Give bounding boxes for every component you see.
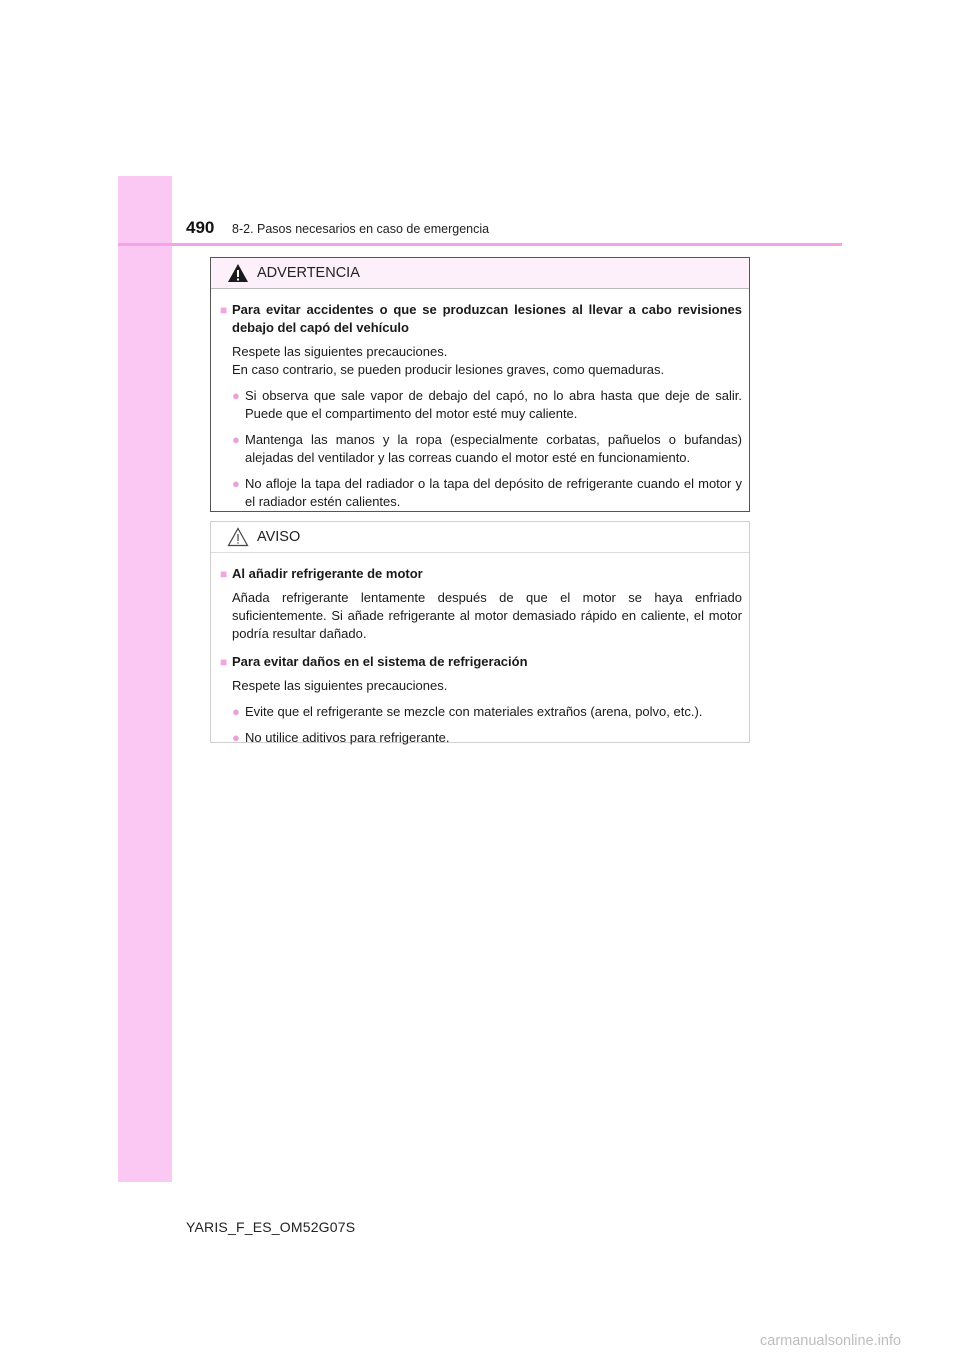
section-title: 8-2. Pasos necesarios en caso de emergencia [232,222,490,236]
warning-box-title: ADVERTENCIA [257,265,360,281]
header-divider [118,243,842,246]
round-bullet-icon: ● [232,388,240,403]
warning-box-body [211,289,749,511]
list-item: ● No utilice aditivos para refrigerante. [232,730,450,745]
list-item: ● No afloje la tapa del radiador o la tapa del depósito de refrigerante cuando el motor y el radiador estén calientes. [232,476,742,509]
round-bullet-icon: ● [232,704,240,719]
notice-block [220,565,742,643]
notice-box-title: AVISO [257,529,301,545]
round-bullet-icon: ● [232,432,240,447]
notice-block-heading: ■ Al añadir refrigerante de motor [220,566,423,581]
square-bullet-icon: ■ [220,567,228,581]
watermark: carmanualsonline.info [760,1333,902,1349]
notice-paragraph: Añada refrigerante lentamente después de que el motor se haya enfriado suficientemente. Si añade refrigerante al motor demasiado rápido en caliente, el motor podría resultar dañado. [232,590,742,641]
notice-box-body [211,553,749,747]
notice-paragraph: Respete las siguientes precauciones. [232,678,448,693]
warning-block [220,301,742,511]
side-color-band [118,176,172,1182]
notice-block-heading: ■ Para evitar daños en el sistema de refrigeración [220,654,528,669]
list-item: ● Evite que el refrigerante se mezcle con materiales extraños (arena, polvo, etc.). [232,704,703,719]
list-item: ● Si observa que sale vapor de debajo del capó, no lo abra hasta que deje de salir. Puede que el compartimento del motor esté muy caliente. [232,388,742,421]
square-bullet-icon: ■ [220,655,228,669]
warning-box [210,257,750,512]
warning-box-header [211,258,749,289]
page-number: 490 [186,218,215,237]
notice-block [220,653,742,747]
notice-box-header [211,522,749,553]
warning-block-heading: ■ Para evitar accidentes o que se produzcan lesiones al llevar a cabo revisiones debajo del capó del vehículo [220,302,742,335]
warning-triangle-icon [227,263,249,283]
document-code: YARIS_F_ES_OM52G07S [186,1219,356,1235]
notice-box [210,521,750,743]
square-bullet-icon: ■ [220,303,228,317]
round-bullet-icon: ● [232,476,240,491]
caution-triangle-outline-icon [227,527,249,547]
warning-paragraph: Respete las siguientes precauciones. [232,344,448,359]
warning-paragraph: En caso contrario, se pueden producir lesiones graves, como quemaduras. [232,362,665,377]
round-bullet-icon: ● [232,730,240,745]
list-item: ● Mantenga las manos y la ropa (especialmente corbatas, pañuelos o bufandas) alejadas del ventilador y las correas cuando el motor esté en funcionamiento. [232,432,742,465]
